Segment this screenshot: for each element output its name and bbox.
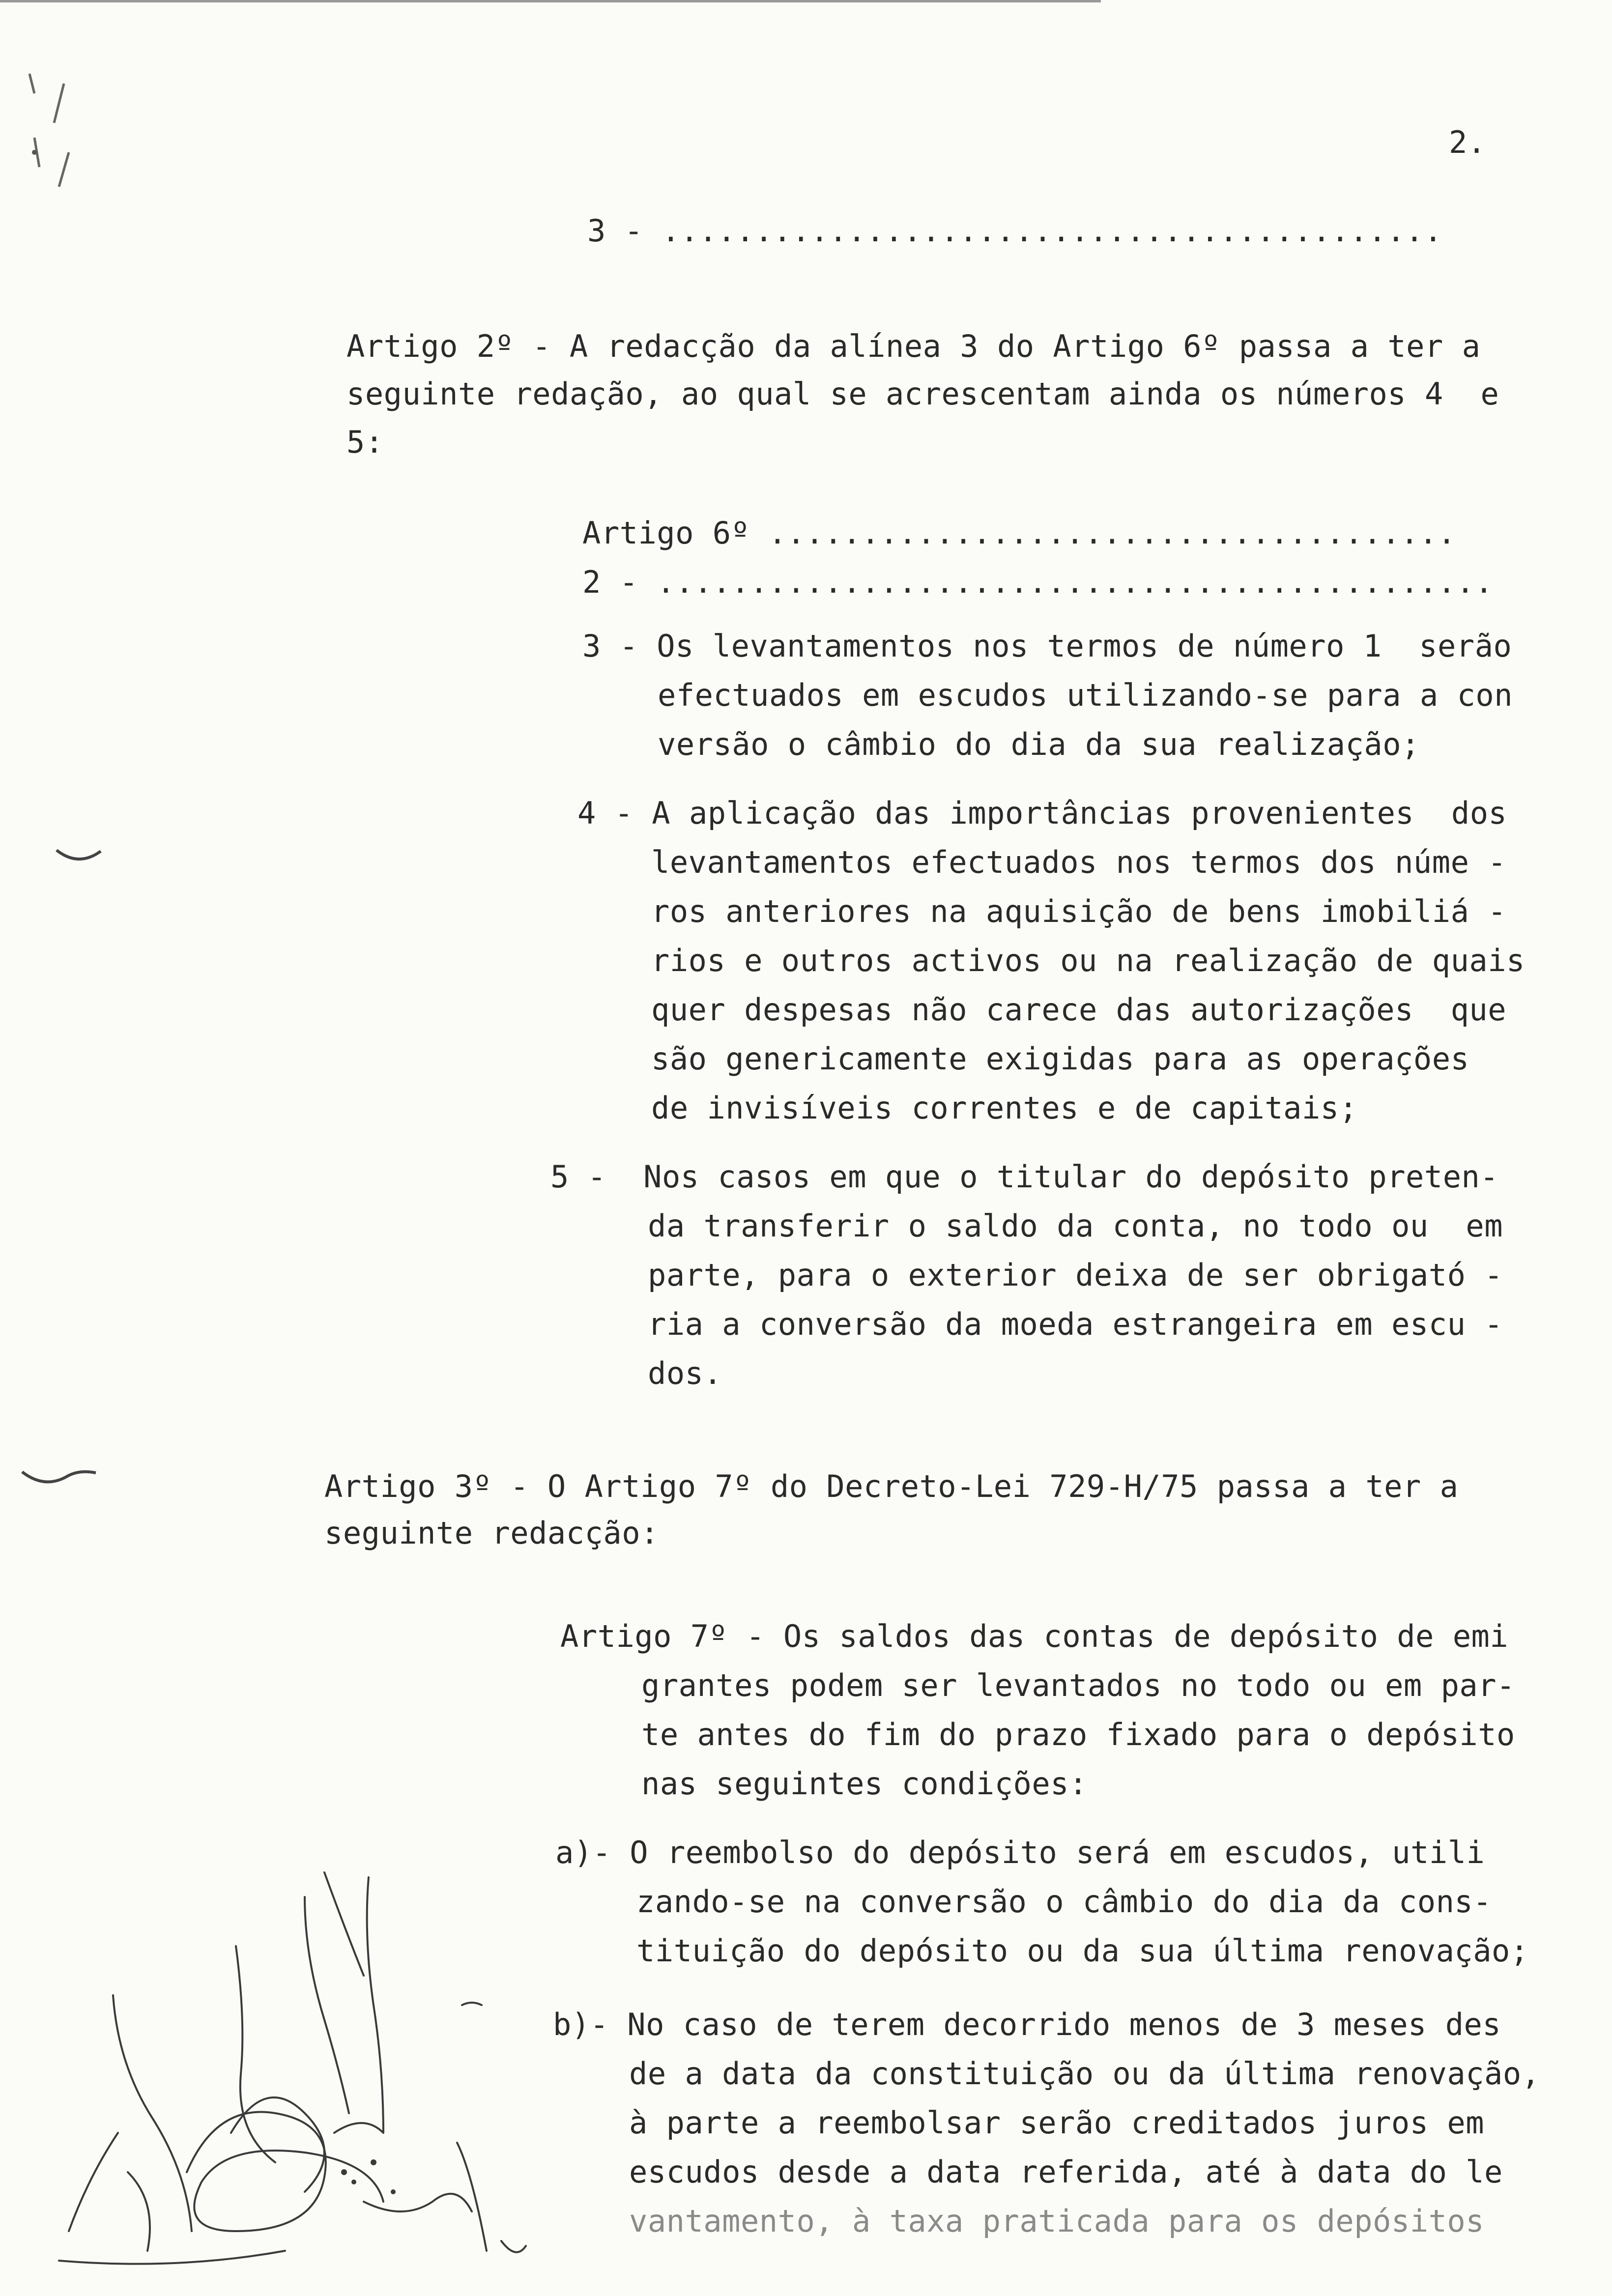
artigo-7-item-b-line: de a data da constituição ou da última renovação,: [629, 2056, 1540, 2092]
text-line: 5:: [346, 424, 384, 460]
text-line: Artigo 2º - A redacção da alínea 3 do Artigo 6º passa a ter a: [346, 328, 1481, 364]
artigo-7-item-a-line: a)- O reembolso do depósito será em escudos, utili: [555, 1835, 1485, 1870]
artigo-7-heading-line: Artigo 7º - Os saldos das contas de depósito de emi: [560, 1618, 1509, 1654]
artigo-7-item-a-line: tituição do depósito ou da sua última renovação;: [636, 1933, 1529, 1969]
artigo-7-item-b-line: b)- No caso de terem decorrido menos de 3 meses des: [553, 2007, 1501, 2042]
artigo-7-heading-line: grantes podem ser levantados no todo ou em par-: [641, 1667, 1515, 1703]
artigo-6-item-3-line: efectuados em escudos utilizando-se para a con: [658, 677, 1513, 713]
artigo-7-item-b-line: vantamento, à taxa praticada para os depósitos: [629, 2203, 1485, 2239]
artigo-6-item-4-line: ros anteriores na aquisição de bens imobiliá -: [651, 893, 1507, 929]
artigo-6-item-4-line: rios e outros activos ou na realização de quais: [651, 943, 1525, 978]
artigo-7-heading-line: te antes do fim do prazo fixado para o depósito: [641, 1717, 1515, 1752]
artigo-7-item-b-line: à parte a reembolsar serão creditados juros em: [629, 2105, 1485, 2141]
text-line: seguinte redação, ao qual se acrescentam ainda os números 4 e: [346, 376, 1499, 412]
artigo-6-item-4-line: são genericamente exigidas para as operações: [651, 1041, 1469, 1077]
margin-curve-mark-icon: [20, 1462, 98, 1492]
artigo-6-item-4-line: quer despesas não carece das autorizações que: [651, 992, 1507, 1028]
artigo-6-item-5-line: parte, para o exterior deixa de ser obrigató -: [648, 1257, 1503, 1293]
artigo-6-item-5-line: 5 - Nos casos em que o titular do depósito preten-: [550, 1159, 1499, 1195]
top-edge-line: [0, 0, 1101, 2]
text-line: Artigo 3º - O Artigo 7º do Decreto-Lei 729-H/75 passa a ter a: [324, 1468, 1459, 1504]
artigo-6-item-4-line: de invisíveis correntes e de capitais;: [651, 1090, 1358, 1126]
artigo-6-item-4-line: 4 - A aplicação das importâncias provenientes dos: [577, 795, 1507, 831]
artigo-6-item-5-line: da transferir o saldo da conta, no todo ou em: [648, 1208, 1503, 1244]
page-number: 2.: [1449, 124, 1486, 160]
text-line: seguinte redacção:: [324, 1515, 659, 1551]
artigo-6-item-5-line: ria a conversão da moeda estrangeira em escu -: [648, 1306, 1503, 1342]
artigo-7-item-a-line: zando-se na conversão o câmbio do dia da cons-: [636, 1884, 1492, 1920]
artigo-7-item-b-line: escudos desde a data referida, até à data do le: [629, 2154, 1503, 2190]
margin-scribble-icon: [20, 64, 79, 192]
artigo-6-item-4-line: levantamentos efectuados nos termos dos núme -: [651, 844, 1507, 880]
artigo-6-item-2: 2 - .............................................: [582, 564, 1494, 600]
artigo-7-heading-line: nas seguintes condições:: [641, 1766, 1088, 1802]
artigo-6-item-3-line: 3 - Os levantamentos nos termos de número 1 serão: [582, 628, 1512, 664]
artigo-6-heading: Artigo 6º .....................................: [582, 515, 1456, 551]
artigo-6-item-5-line: dos.: [648, 1355, 722, 1391]
handwritten-signature: [29, 1858, 531, 2280]
item-3-stub: 3 - ..........................................: [587, 213, 1443, 249]
artigo-6-item-3-line: versão o câmbio do dia da sua realização;: [658, 726, 1420, 762]
margin-curve-mark-icon: [54, 845, 103, 865]
